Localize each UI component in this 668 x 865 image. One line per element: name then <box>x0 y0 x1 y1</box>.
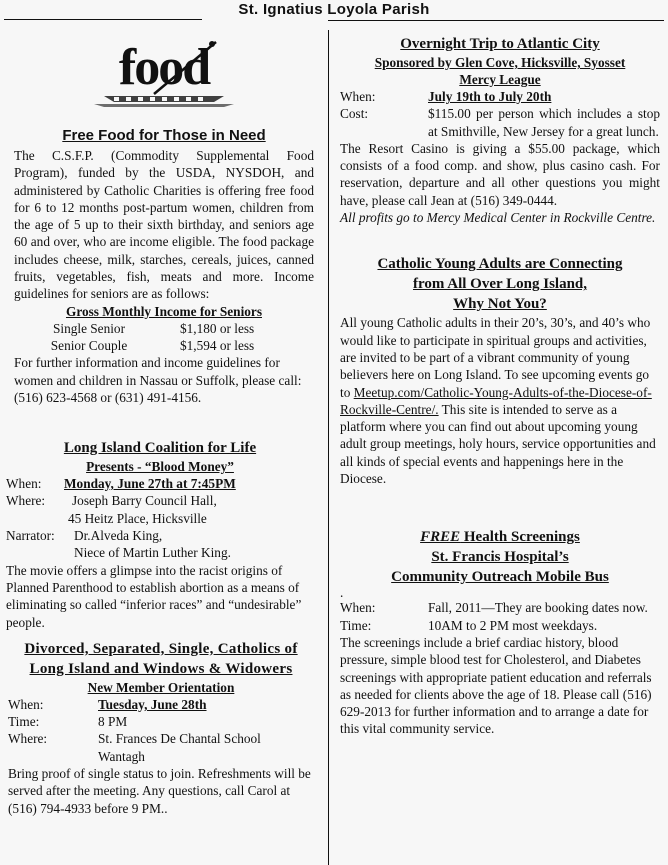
where-value: Joseph Barry Council Hall, <box>72 493 217 509</box>
health-title-line3: Community Outreach Mobile Bus <box>391 569 609 586</box>
narrator-label: Narrator: <box>6 528 55 544</box>
time-value: 8 PM <box>98 714 128 730</box>
divorced-where-row <box>8 730 314 747</box>
header-rule-left-2 <box>70 19 202 20</box>
young-adults-title-line1: Catholic Young Adults are Connecting <box>377 256 623 273</box>
income-row-value: $1,594 or less <box>180 337 255 353</box>
young-adults-body-start: All young Catholic adults in their 20’s, 30’s, and 40’s who would like to participate in spiritual groups and activities, are invited to be part of a vibrant community of young believers here on Long Island. To see upcoming events go to <box>340 315 651 400</box>
left-column <box>6 32 314 817</box>
where-label: Where: <box>8 731 48 747</box>
narrator-value-line2: Niece of Martin Luther King. <box>74 545 231 561</box>
young-adults-article <box>340 254 660 487</box>
income-row-label: Senior Couple <box>50 337 128 353</box>
atlantic-city-article <box>340 34 660 226</box>
where-value-line2: Wantagh <box>98 748 145 764</box>
trip-body: The Resort Casino is giving a $55.00 package, which consists of a food comp. and show, plus casino cash. For reservation, departure and all other questions you might have, please call Jean at (516) 349-0444. <box>340 140 660 208</box>
free-food-body: The C.S.F.P. (Commodity Supplemental Food Program), funded by the USDA, NYSDOH, and administered by Catholic Charities is offering free food for 6 to 12 months post-partum women, children from the age of 5 up to their sixth birthday, and seniors age 60 and over, who are income eligible. The food package includes cheese, milk, starches, cereals, juices, canned fruits, vegetables, fish, meats and more. Income guidelines for seniors are as follows: <box>14 148 314 302</box>
coalition-title: Long Island Coalition for Life <box>63 440 257 457</box>
page-header <box>0 0 668 22</box>
coalition-when-row <box>6 475 314 492</box>
trip-cost-row <box>340 105 660 140</box>
divorced-title-line2: Long Island and Windows & Widowers <box>29 660 293 677</box>
when-value: Monday, June 27th at 7:45PM <box>64 476 236 492</box>
health-screenings-article <box>340 527 660 737</box>
income-row <box>14 320 314 337</box>
coalition-narrator-row <box>6 527 314 544</box>
health-title-line2: St. Francis Hospital’s <box>431 549 569 566</box>
header-rule-left <box>4 19 70 20</box>
divorced-title-line1: Divorced, Separated, Single, Catholics of <box>24 640 298 657</box>
health-time-row <box>340 617 660 634</box>
coalition-subtitle: Presents - “Blood Money” <box>86 459 234 475</box>
health-body: The screenings include a brief cardiac history, blood pressure, simple blood test for Cholesterol, and Diabetes screenings with appropriate patient education and referrals as needed for clients above the age of 18. Please call (516) 629-2013 for further information and to arrange a date for this vital community service. <box>340 634 652 737</box>
young-adults-title-line2: from All Over Long Island, <box>412 276 588 293</box>
income-table <box>14 320 314 355</box>
free-food-footer: For further information and income guidelines for women and children in Nassau or Suffolk, please call: (516) 623-4568 or (631) 491-4156. <box>14 355 302 405</box>
where-value: St. Frances De Chantal School <box>98 731 261 747</box>
divorced-body: Bring proof of single status to join. Refreshments will be served after the meeting. Any questions, call Carol at (516) 794-4933 before 9 PM.. <box>8 766 311 816</box>
divorced-article <box>8 639 314 817</box>
time-label: Time: <box>340 617 372 633</box>
when-label: When: <box>6 476 42 492</box>
food-logo-text: food <box>118 39 210 96</box>
when-value: July 19th to July 20th <box>428 89 552 104</box>
time-label: Time: <box>8 714 40 730</box>
when-label: When: <box>8 696 44 712</box>
narrator-value: Dr.Alveda King, <box>74 528 163 544</box>
young-adults-body-end: This site is intended to serve as a platform where you can find out about upcoming young adult group meetings, holy hours, service opportunities and all kinds of special events and happenings here in the Diocese. <box>340 401 656 487</box>
meetup-link[interactable]: Meetup.com/Catholic-Young-Adults-of-the-Diocese-of-Rockville-Centre/. <box>340 384 652 417</box>
cost-value: $115.00 per person which includes a stop at Smithville, New Jersey for a great lunch. <box>428 106 660 139</box>
header-rule-right <box>328 20 664 21</box>
income-row-label: Single Senior <box>52 320 126 336</box>
right-column <box>340 34 660 738</box>
trip-when-row <box>340 88 660 105</box>
when-label: When: <box>340 89 376 104</box>
when-label: When: <box>340 600 376 616</box>
divorced-time-row <box>8 713 314 730</box>
where-label: Where: <box>6 493 46 509</box>
health-dot: . <box>340 585 344 601</box>
time-value: 10AM to 2 PM most weekdays. <box>428 617 598 633</box>
health-title-rest: Health Screenings <box>460 529 580 546</box>
coalition-article <box>6 438 314 631</box>
when-value: Fall, 2011—They are booking dates now. <box>428 600 648 616</box>
income-row-value: $1,180 or less <box>180 320 255 336</box>
income-row <box>14 337 314 354</box>
trip-note: All profits go to Mercy Medical Center in Rockville Centre. <box>340 210 656 226</box>
free-food-article <box>14 36 314 406</box>
young-adults-title-line3: Why Not You? <box>453 296 547 313</box>
trip-subtitle-line1: Sponsored by Glen Cove, Hicksville, Syosset <box>374 55 626 70</box>
divorced-subtitle: New Member Orientation <box>87 679 235 695</box>
column-divider <box>328 30 329 865</box>
coalition-where-row <box>6 492 314 509</box>
trip-subtitle-line2: Mercy League <box>459 72 541 87</box>
cost-label: Cost: <box>340 106 369 122</box>
health-when-row <box>340 599 660 616</box>
trip-title: Overnight Trip to Atlantic City <box>400 36 600 52</box>
health-title-line1 <box>340 527 660 547</box>
when-value: Tuesday, June 28th <box>98 696 207 712</box>
where-value-line2: 45 Heitz Place, Hicksville <box>68 510 207 526</box>
income-table-title: Gross Monthly Income for Seniors <box>65 303 262 319</box>
divorced-when-row <box>8 696 314 713</box>
health-title-free: FREE <box>420 529 461 546</box>
free-food-title: Free Food for Those in Need <box>62 127 266 144</box>
young-adults-body <box>340 314 660 487</box>
coalition-body: The movie offers a glimpse into the racist origins of Planned Parenthood to establish abortion as a means of eliminating so called “inferior races” and “undesirable” people. <box>6 562 302 630</box>
parish-title: St. Ignatius Loyola Parish <box>238 1 430 18</box>
food-logo-icon <box>74 36 254 108</box>
